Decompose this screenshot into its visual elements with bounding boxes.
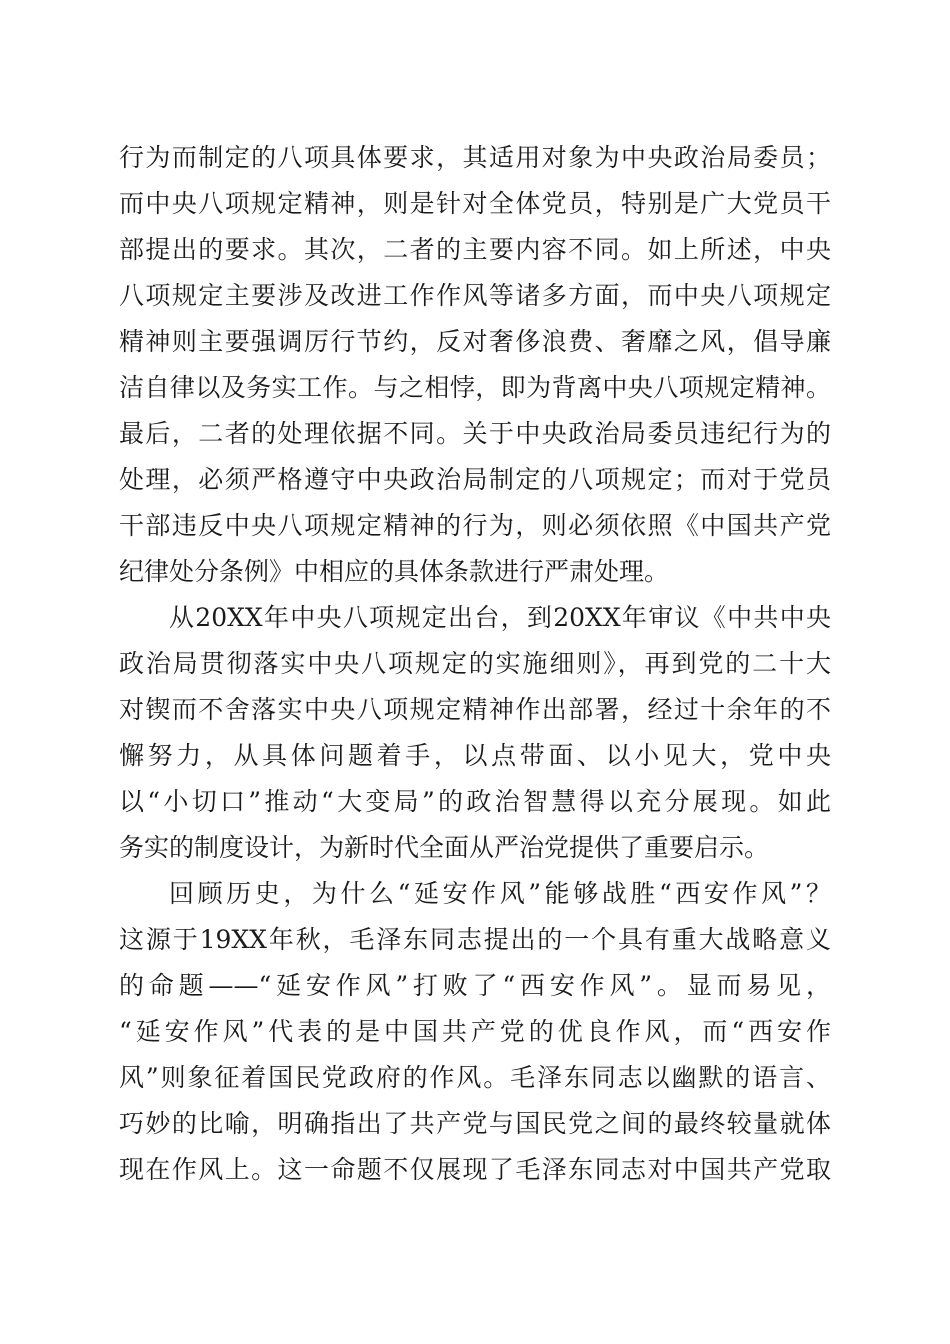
paragraph-3-line-6: 巧妙的比喻，明确指出了共产党与国民党之间的最终较量就体	[119, 1109, 831, 1138]
text-line-8: 处理，必须严格遵守中央政治局制定的八项规定；而对于党员	[119, 465, 831, 494]
text-line-7: 最后，二者的处理依据不同。关于中央政治局委员违纪行为的	[119, 419, 831, 448]
text-line-2: 而中央八项规定精神，则是针对全体党员，特别是广大党员干	[119, 189, 831, 218]
text-line-10: 纪律处分条例》中相应的具体条款进行严肃处理。	[119, 557, 670, 586]
text-line-9: 干部违反中央八项规定精神的行为，则必须依照《中国共产党	[119, 511, 831, 540]
text-line-4: 八项规定主要涉及改进工作作风等诸多方面，而中央八项规定	[119, 281, 831, 310]
text-line-5: 精神则主要强调厉行节约，反对奢侈浪费、奢靡之风，倡导廉	[119, 327, 831, 356]
paragraph-3-line-7: 现在作风上。这一命题不仅展现了毛泽东同志对中国共产党取	[119, 1155, 831, 1184]
paragraph-3-line-5: 风”则象征着国民党政府的作风。毛泽东同志以幽默的语言、	[119, 1063, 831, 1092]
paragraph-3-line-2: 这源于19XX年秋，毛泽东同志提出的一个具有重大战略意义	[119, 925, 831, 954]
text-line-1: 行为而制定的八项具体要求，其适用对象为中央政治局委员；	[119, 143, 831, 172]
paragraph-3-line-1: 回顾历史，为什么“延安作风”能够战胜“西安作风”？	[169, 879, 831, 908]
paragraph-2-line-5: 以“小切口”推动“大变局”的政治智慧得以充分展现。如此	[119, 787, 831, 816]
paragraph-2-line-1: 从20XX年中央八项规定出台，到20XX年审议《中共中央	[169, 603, 831, 632]
paragraph-3-line-4: “延安作风”代表的是中国共产党的优良作风，而“西安作	[119, 1017, 831, 1046]
paragraph-2-line-3: 对锲而不舍落实中央八项规定精神作出部署，经过十余年的不	[119, 695, 831, 724]
paragraph-2-line-2: 政治局贯彻落实中央八项规定的实施细则》，再到党的二十大	[119, 649, 831, 678]
text-line-6: 洁自律以及务实工作。与之相悖，即为背离中央八项规定精神。	[119, 373, 831, 402]
paragraph-3-line-3: 的命题——“延安作风”打败了“西安作风”。显而易见，	[119, 971, 831, 1000]
paragraph-2-line-4: 懈努力，从具体问题着手，以点带面、以小见大，党中央	[119, 741, 831, 770]
text-line-3: 部提出的要求。其次，二者的主要内容不同。如上所述，中央	[119, 235, 831, 264]
paragraph-2-line-6: 务实的制度设计，为新时代全面从严治党提供了重要启示。	[119, 833, 770, 862]
